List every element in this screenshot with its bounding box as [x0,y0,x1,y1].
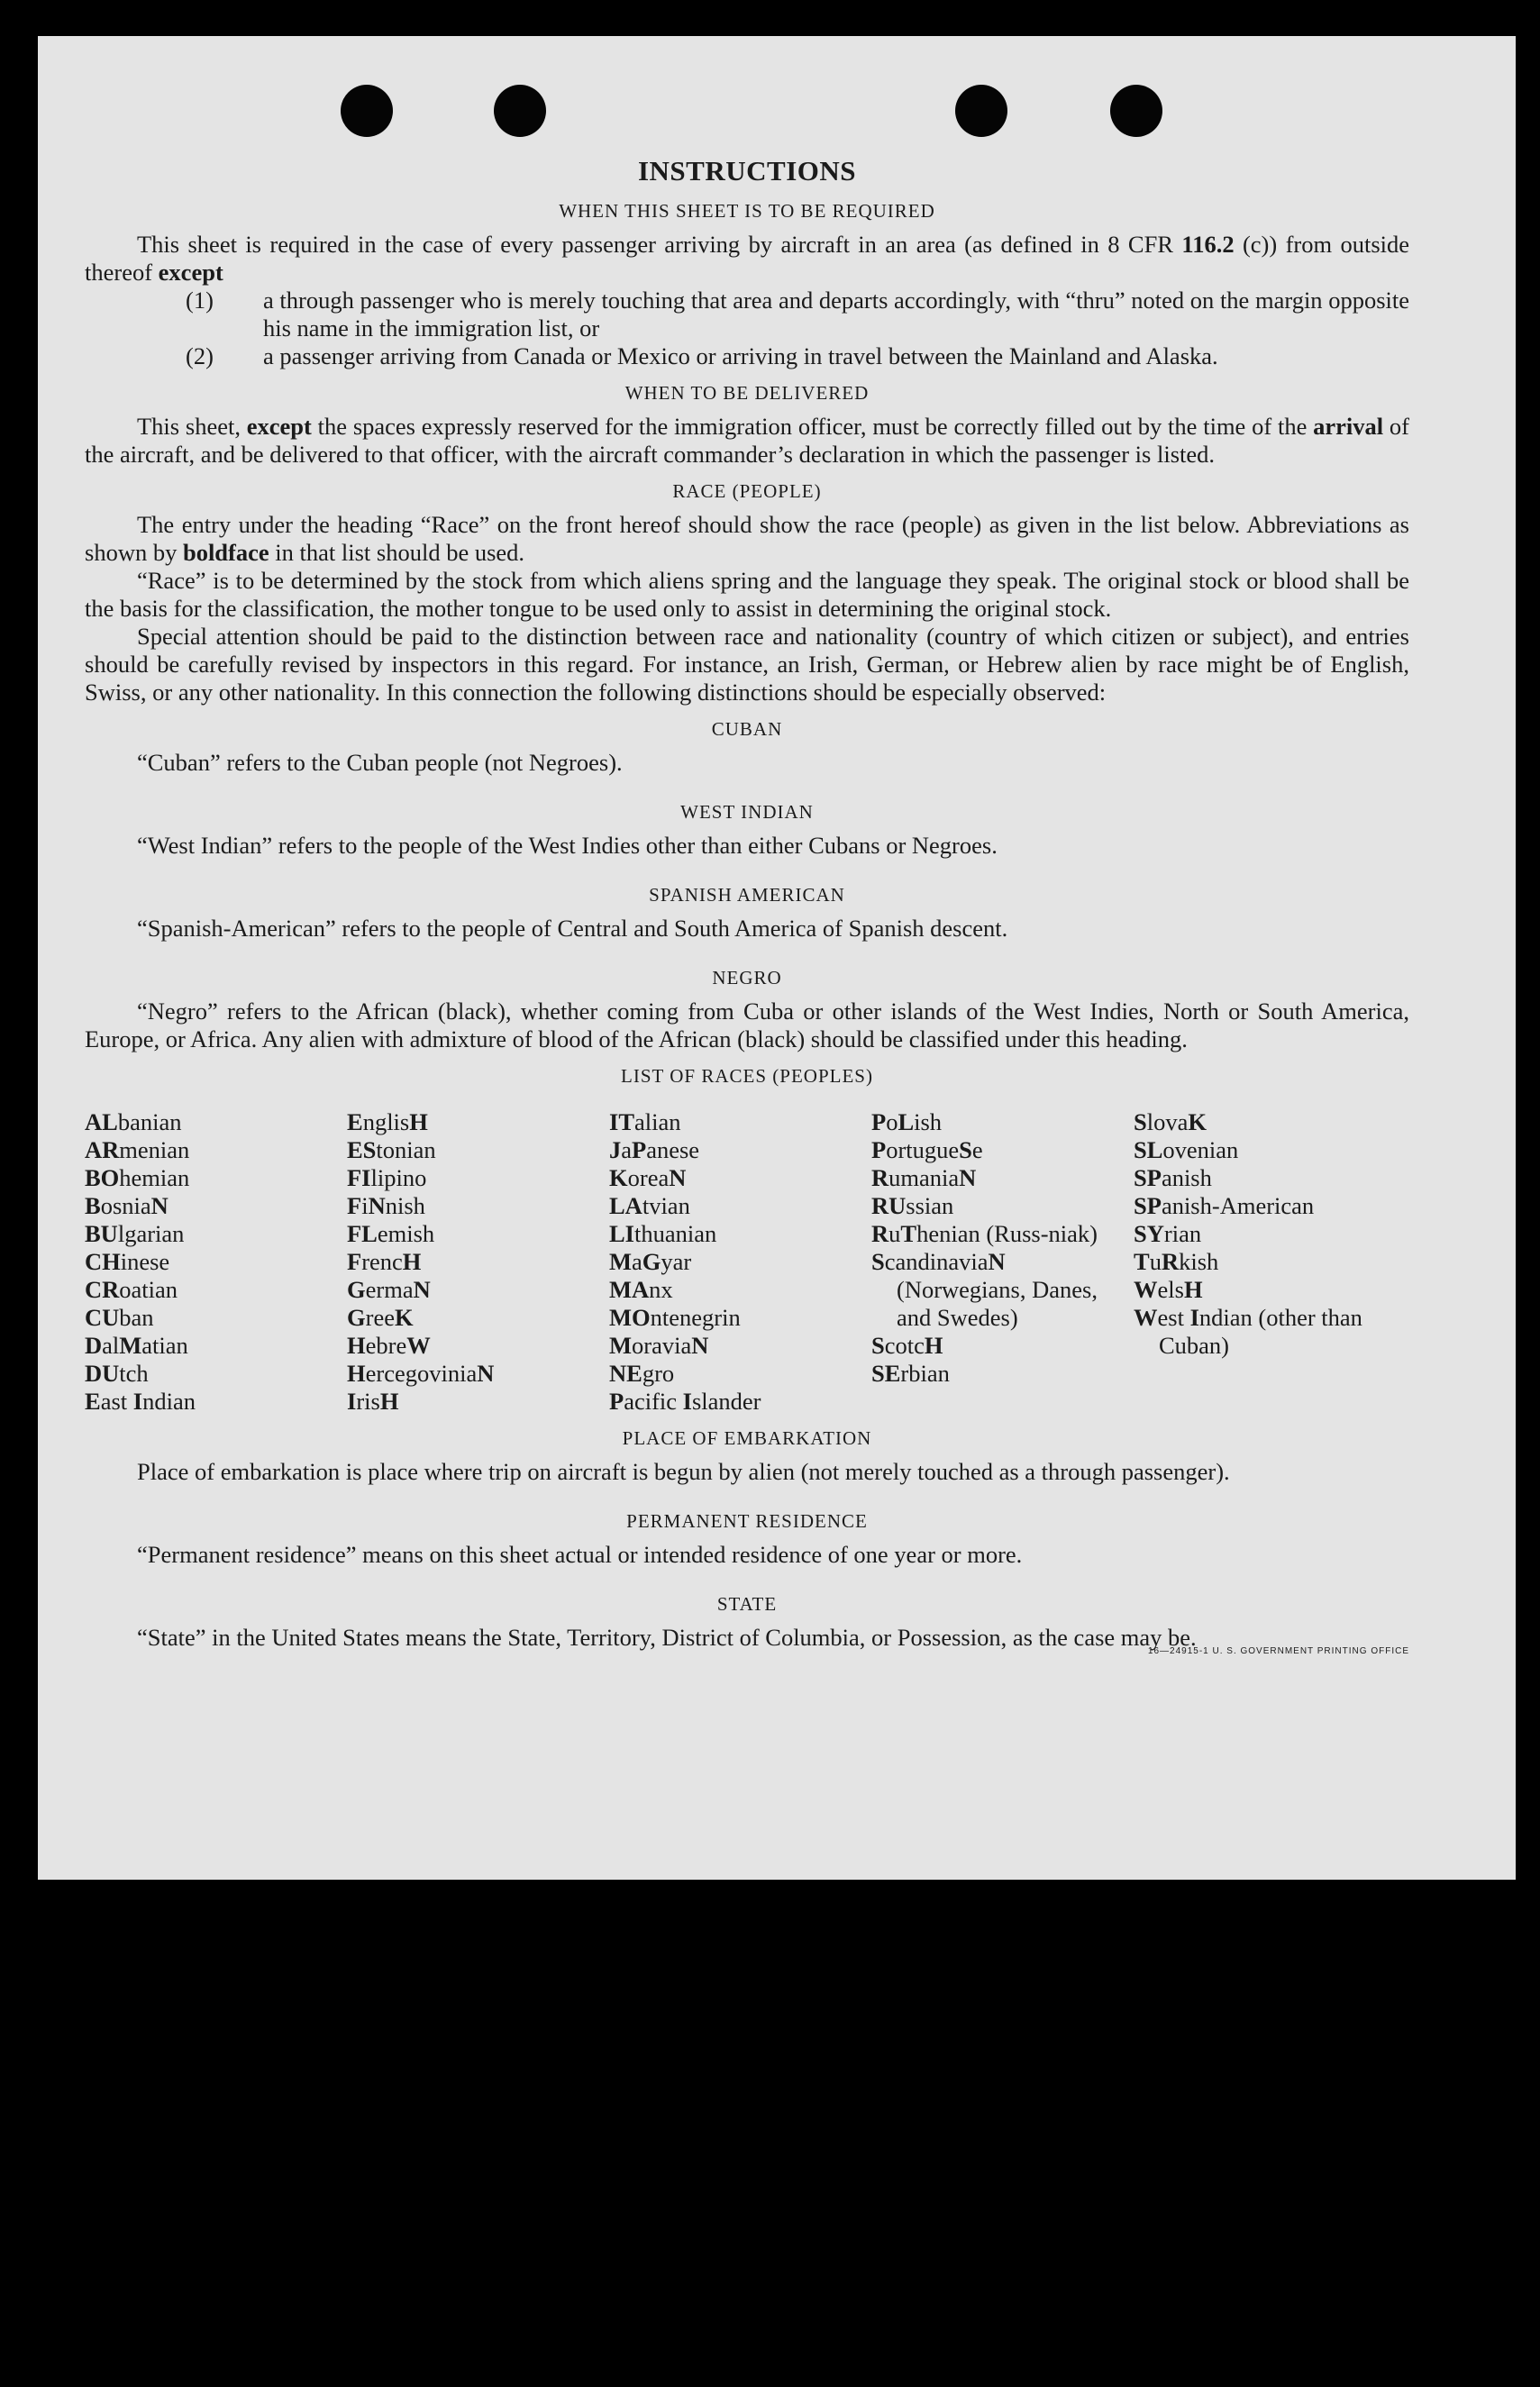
race-entry: SPanish [1134,1164,1212,1191]
race-entry: SPanish-American [1134,1192,1315,1219]
section-heading-negro: NEGRO [712,967,782,989]
punch-hole [341,85,393,137]
race-entry: RumaniaN [871,1164,977,1191]
section-heading-required: WHEN THIS SHEET IS TO BE REQUIRED [559,200,935,222]
exception-list [85,287,1409,370]
races-column [347,1108,609,1416]
races-column [871,1108,1134,1416]
race-entry: SYrian [1134,1220,1202,1247]
race-entry: RUssian [871,1192,954,1219]
race-entry: PortugueSe [871,1136,983,1163]
section-heading-race: RACE (PEOPLE) [672,480,822,502]
race-entry: BUlgarian [85,1220,185,1247]
punch-hole [1110,85,1162,137]
race-entry: RuThenian (Russ-niak) [871,1220,1098,1247]
race-entry: FiNnish [347,1192,425,1219]
race-entry: LIthuanian [609,1220,717,1247]
race-entry: West Indian (other than Cuban) [1134,1304,1362,1359]
race-entry: TuRkish [1134,1248,1219,1275]
section-heading-cuban: CUBAN [711,718,783,740]
section-heading-delivered: WHEN TO BE DELIVERED [624,382,870,404]
spanish-american-definition: “Spanish-American” refers to the people of Central and South America of Spanish descent. [137,915,1008,942]
exception-item: (1) a through passenger who is merely touching that area and departs accordingly, with “thru” noted on the margin opposite his name in the immigration list, or [186,287,1409,342]
printing-office-code: 16—24915-1 U. S. GOVERNMENT PRINTING OFFICE [1147,1646,1409,1656]
races-list [85,1108,1409,1416]
race-entry: GermaN [347,1276,431,1303]
permanent-residence-definition: “Permanent residence” means on this sheet actual or intended residence of one year or more. [137,1541,1023,1568]
race-entry: ARmenian [85,1136,190,1163]
races-column [1134,1108,1396,1416]
embarkation-definition: Place of embarkation is place where trip on aircraft is begun by alien (not merely touched as a through passenger). [137,1458,1230,1485]
race-entry: HebreW [347,1332,431,1359]
exception-item: (2) a passenger arriving from Canada or Mexico or arriving in travel between the Mainland and Alaska. [186,342,1218,369]
instructions-content [85,157,1409,1665]
race-entry: ScotcH [871,1332,943,1359]
document-sheet [38,36,1516,1880]
race-paragraph-2: “Race” is to be determined by the stock from which aliens spring and the language they speak. The original stock or blood shall be the basis for the classification, the mother tongue to be used only to assist in determining the original stock. [85,567,1409,622]
section-heading-embarkation: PLACE OF EMBARKATION [622,1427,872,1449]
race-entry: HercegoviniaN [347,1360,495,1387]
section-heading-west-indian: WEST INDIAN [680,801,814,823]
delivered-paragraph: This sheet, except the spaces expressly reserved for the immigration officer, must be correctly filled out by the time of the arrival of the aircraft, and be delivered to that officer, with the aircraft commander’s declaration in which the passenger is listed. [85,413,1410,468]
race-entry: MoraviaN [609,1332,709,1359]
section-heading-spanish-american: SPANISH AMERICAN [649,884,845,906]
race-entry: LAtvian [609,1192,690,1219]
race-entry: DalMatian [85,1332,188,1359]
section-heading-permanent-residence: PERMANENT RESIDENCE [626,1510,868,1532]
race-entry: CRoatian [85,1276,178,1303]
race-entry: East Indian [85,1388,196,1415]
race-entry: DUtch [85,1360,149,1387]
race-entry: MaGyar [609,1248,692,1275]
race-paragraph-1: The entry under the heading “Race” on the front hereof should show the race (people) as given in the list below. Abbreviations as shown by boldface in that list should be used. [85,511,1409,566]
section-heading-races-list: LIST OF RACES (PEOPLES) [621,1065,873,1087]
race-entry: ALbanian [85,1108,182,1135]
race-entry: BosniaN [85,1192,169,1219]
race-entry: CUban [85,1304,154,1331]
race-entry: WelsH [1134,1276,1203,1303]
race-entry: JaPanese [609,1136,700,1163]
race-entry: BOhemian [85,1164,190,1191]
race-entry: MOntenegrin [609,1304,741,1331]
page-title: INSTRUCTIONS [637,155,856,187]
race-entry: EStonian [347,1136,436,1163]
race-entry: CHinese [85,1248,170,1275]
race-entry: PoLish [871,1108,943,1135]
section-heading-state: STATE [716,1593,778,1615]
races-column [609,1108,871,1416]
race-entry: FLemish [347,1220,435,1247]
west-indian-definition: “West Indian” refers to the people of the West Indies other than either Cubans or Negroes. [137,832,998,859]
race-entry: SLovenian [1134,1136,1239,1163]
race-entry: Pacific Islander [609,1388,761,1415]
race-entry: FrencH [347,1248,422,1275]
punch-hole [494,85,546,137]
race-entry: ScandinaviaN (Norwegians, Danes, and Swedes) [871,1248,1098,1331]
race-entry: IrisH [347,1388,399,1415]
negro-definition: “Negro” refers to the African (black), whether coming from Cuba or other islands of the West Indies, North or South America, Europe, or Africa. Any alien with admixture of blood of the African (black) should be classified under this heading. [85,998,1409,1052]
race-paragraph-3: Special attention should be paid to the distinction between race and nationality (country of which citizen or subject), and entries should be carefully revised by inspectors in this regard. For instance, an Irish, German, or Hebrew alien by race might be of English, Swiss, or any other nationality. In this connection the following distinctions should be especially observed: [85,623,1409,706]
race-entry: SlovaK [1134,1108,1207,1135]
punch-hole [955,85,1007,137]
race-entry: ITalian [609,1108,681,1135]
race-entry: NEgro [609,1360,675,1387]
cuban-definition: “Cuban” refers to the Cuban people (not Negroes). [137,749,623,776]
race-entry: MAnx [609,1276,673,1303]
race-entry: EnglisH [347,1108,428,1135]
race-entry: KoreaN [609,1164,687,1191]
race-entry: FIlipino [347,1164,427,1191]
race-entry: SErbian [871,1360,950,1387]
race-entry: GreeK [347,1304,414,1331]
required-intro: This sheet is required in the case of every passenger arriving by aircraft in an area (as defined in 8 CFR 116.2 (c)) from outside thereof except [85,231,1410,286]
races-column [85,1108,347,1416]
state-definition: “State” in the United States means the State, Territory, District of Columbia, or Possession, as the case may be. [137,1624,1197,1651]
